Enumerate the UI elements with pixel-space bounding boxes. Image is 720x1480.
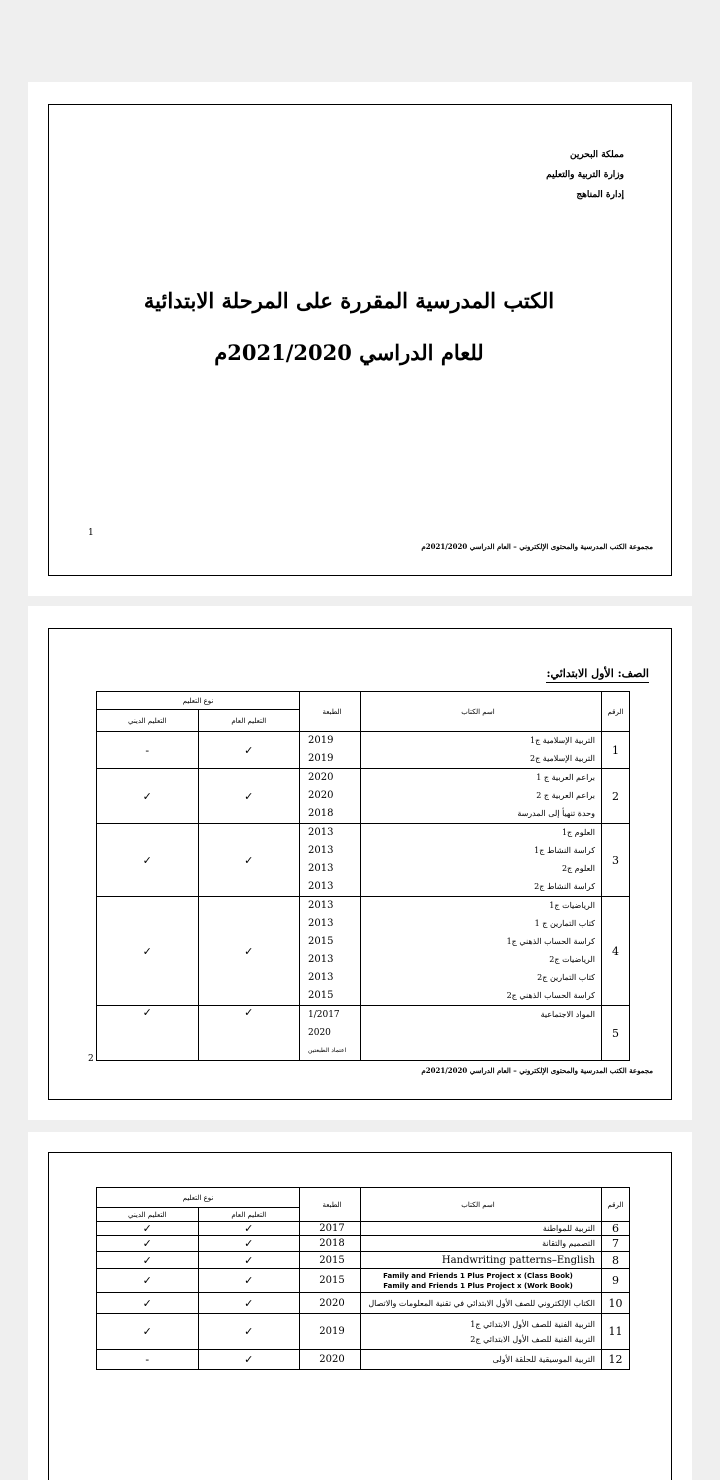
special-check: ✓: [97, 1314, 199, 1350]
header-book-name: اسم الكتاب: [361, 1188, 602, 1222]
book-names: [361, 1314, 602, 1350]
special-check: ✓: [97, 1222, 199, 1236]
header-num: الرقم: [602, 692, 630, 732]
table-row: [97, 1350, 630, 1370]
ministry-line: إدارة المناهج: [576, 190, 624, 200]
table-row: [97, 1236, 630, 1252]
edition-year: 2020: [308, 1028, 331, 1038]
edition-year: 2013: [308, 845, 334, 856]
general-check: ✓: [198, 1006, 300, 1061]
header-special: التعليم الديني: [97, 1208, 199, 1222]
edition-year: 2013: [308, 918, 334, 929]
general-check: ✓: [198, 897, 300, 1006]
general-check: ✓: [198, 1314, 300, 1350]
ministry-line: مملكة البحرين: [569, 150, 624, 160]
special-check: -: [97, 1350, 199, 1370]
document-subtitle: للعام الدراسي 2021/2020م: [214, 340, 484, 365]
edition-year: 2015: [308, 936, 334, 947]
edition-year: 2020: [308, 772, 334, 783]
page-number: 1: [88, 528, 94, 538]
edition-year: 2015: [300, 1269, 361, 1293]
row-number: 10: [602, 1293, 630, 1314]
book-name: كراسة النشاط ج1: [534, 846, 595, 855]
editions: [300, 769, 361, 824]
special-check: ✓: [97, 1269, 199, 1293]
row-number: 8: [602, 1252, 630, 1269]
special-check: ✓: [97, 1293, 199, 1314]
editions: [300, 897, 361, 1006]
edition-year: 2019: [308, 735, 334, 746]
header-special: التعليم الديني: [97, 710, 199, 732]
row-number: 5: [602, 1006, 630, 1061]
ministry-line: وزارة التربية والتعليم: [546, 170, 624, 180]
book-names: [361, 897, 602, 1006]
book-names: [361, 769, 602, 824]
book-name: كراسة الحساب الذهني ج1: [506, 937, 595, 946]
book-name: كراسة النشاط ج2: [534, 882, 595, 891]
book-name: Handwriting patterns–English: [361, 1252, 602, 1269]
edition-year: 2020: [300, 1293, 361, 1314]
row-number: 9: [602, 1269, 630, 1293]
book-name: الرياضيات ج1: [549, 901, 595, 910]
ministry-header: [529, 145, 624, 205]
table-row: [97, 1269, 630, 1293]
book-name: كتاب التمارين ج 1: [534, 919, 595, 928]
special-check: ✓: [97, 1252, 199, 1269]
general-check: ✓: [198, 1350, 300, 1370]
book-name: الكتاب الإلكتروني للصف الأول الابتدائي في تقنية المعلومات والاتصال: [361, 1293, 602, 1314]
row-number: 1: [602, 732, 630, 769]
book-names: [361, 824, 602, 897]
special-check: ✓: [97, 1236, 199, 1252]
header-edition: الطبعة: [300, 692, 361, 732]
book-name: التربية للمواطنة: [361, 1222, 602, 1236]
grade-heading: الصف: الأول الابتدائي:: [546, 667, 649, 683]
header-general: التعليم العام: [198, 710, 300, 732]
table-row: [97, 1222, 630, 1236]
general-check: ✓: [198, 1293, 300, 1314]
book-names: [361, 732, 602, 769]
edition-year: 2013: [308, 900, 334, 911]
editions: [300, 1006, 361, 1061]
page-frame: [48, 1152, 672, 1480]
book-name: التربية الإسلامية ج2: [529, 754, 595, 763]
table-row: [97, 1006, 630, 1061]
header-book-name: اسم الكتاب: [361, 692, 602, 732]
header-edu-type: نوع التعليم: [97, 692, 300, 710]
book-name: التربية الإسلامية ج1: [529, 736, 595, 745]
header-num: الرقم: [602, 1188, 630, 1222]
book-names: [361, 1006, 602, 1061]
page-number: 2: [88, 1054, 94, 1064]
edition-year: 2019: [300, 1314, 361, 1350]
header-general: التعليم العام: [198, 1208, 300, 1222]
edition-year: 2015: [308, 990, 334, 1001]
book-name: Family and Friends 1 Plus Project x (Work Book): [383, 1281, 573, 1290]
books-table: [96, 1187, 630, 1370]
general-check: ✓: [198, 1252, 300, 1269]
header-edu-type: نوع التعليم: [97, 1188, 300, 1208]
page-footer: مجموعة الكتب المدرسية والمحتوى الإلكتروني – العام الدراسي 2021/2020م: [421, 542, 653, 551]
edition-year: 2013: [308, 881, 334, 892]
table-row: [97, 1293, 630, 1314]
row-number: 3: [602, 824, 630, 897]
book-name: المواد الاجتماعية: [540, 1010, 595, 1019]
table-row: [97, 732, 630, 769]
row-number: 6: [602, 1222, 630, 1236]
row-number: 2: [602, 769, 630, 824]
document-page-1: [28, 82, 692, 596]
edition-year: 2018: [308, 808, 334, 819]
book-name: العلوم ج2: [561, 864, 595, 873]
general-check: ✓: [198, 769, 300, 824]
edition-note: اعتماد الطبعتين: [308, 1047, 347, 1054]
book-name: كراسة الحساب الذهني ج2: [506, 991, 595, 1000]
special-check: ✓: [97, 824, 199, 897]
document-page-2: [28, 606, 692, 1120]
edition-year: 2013: [308, 827, 334, 838]
book-name: التربية الموسيقية للحلقة الأولى: [361, 1350, 602, 1370]
table-row: [97, 769, 630, 824]
edition-year: 2013: [308, 972, 334, 983]
edition-year: 2015: [300, 1252, 361, 1269]
general-check: ✓: [198, 1222, 300, 1236]
document-title: الكتب المدرسية المقررة على المرحلة الابتدائية: [143, 288, 555, 313]
row-number: 7: [602, 1236, 630, 1252]
general-check: ✓: [198, 732, 300, 769]
edition-year: 2020: [300, 1350, 361, 1370]
book-name: التصميم والتقانة: [361, 1236, 602, 1252]
general-check: ✓: [198, 824, 300, 897]
special-check: -: [97, 732, 199, 769]
header-edition: الطبعة: [300, 1188, 361, 1222]
edition-year: 2020: [308, 790, 334, 801]
edition-year: 2013: [308, 954, 334, 965]
table-row: [97, 824, 630, 897]
edition-year: 2019: [308, 753, 334, 764]
row-number: 12: [602, 1350, 630, 1370]
general-check: ✓: [198, 1269, 300, 1293]
special-check: ✓: [97, 1006, 199, 1061]
book-name: براعم العربية ج 1: [536, 773, 595, 782]
book-names: [361, 1269, 602, 1293]
book-name: كتاب التمارين ج2: [537, 973, 595, 982]
page-footer: مجموعة الكتب المدرسية والمحتوى الإلكتروني – العام الدراسي 2021/2020م: [421, 1066, 653, 1075]
book-name: Family and Friends 1 Plus Project x (Class Book): [383, 1271, 573, 1280]
document-page-3: [28, 1132, 692, 1480]
table-row: [97, 1314, 630, 1350]
book-name: وحدة تنهيأ إلى المدرسة: [517, 809, 595, 818]
special-check: ✓: [97, 769, 199, 824]
table-row: [97, 897, 630, 1006]
row-number: 4: [602, 897, 630, 1006]
edition-year: 2018: [300, 1236, 361, 1252]
table-row: [97, 1252, 630, 1269]
editions: [300, 824, 361, 897]
edition-year: 2013: [308, 863, 334, 874]
edition-year: 2017: [300, 1222, 361, 1236]
row-number: 11: [602, 1314, 630, 1350]
page-frame: [48, 628, 672, 1100]
book-name: التربية الفنية للصف الأول الابتدائي ج2: [470, 1334, 595, 1344]
book-name: براعم العربية ج 2: [536, 791, 595, 800]
edition-year: 1/2017: [308, 1010, 340, 1020]
book-name: العلوم ج1: [561, 828, 595, 837]
book-name: التربية الفنية للصف الأول الابتدائي ج1: [470, 1319, 595, 1329]
special-check: ✓: [97, 897, 199, 1006]
general-check: ✓: [198, 1236, 300, 1252]
book-name: الرياضيات ج2: [549, 955, 595, 964]
books-table: [96, 691, 630, 1061]
page-frame: [48, 104, 672, 576]
editions: [300, 732, 361, 769]
